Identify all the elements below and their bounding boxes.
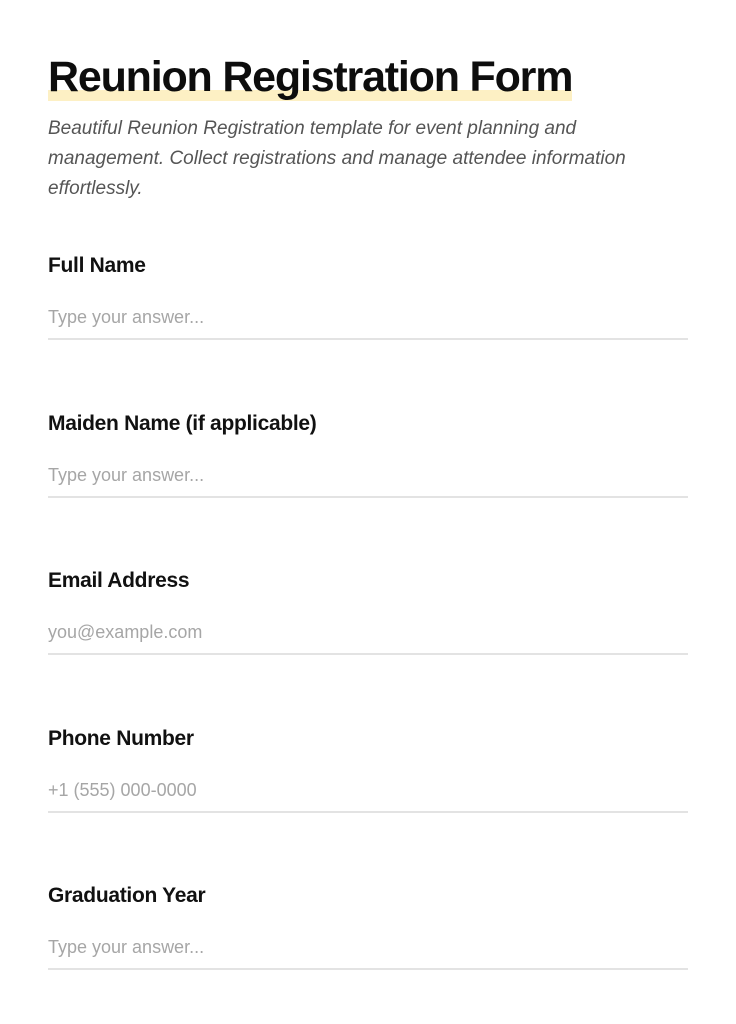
phone-number-input[interactable]: [48, 769, 688, 813]
maiden-name-label: Maiden Name (if applicable): [48, 412, 317, 435]
field-graduation-year: [48, 882, 688, 910]
email-address-input[interactable]: [48, 611, 688, 655]
field-full-name: [48, 252, 688, 280]
field-maiden-name: [48, 410, 688, 438]
email-address-label: Email Address: [48, 569, 190, 592]
full-name-label: Full Name: [48, 254, 146, 277]
form-description: Beautiful Reunion Registration template for event planning and management. Collect registrations and manage attendee information effortlessly.: [48, 118, 626, 199]
page-title: Reunion Registration Form: [48, 53, 573, 101]
maiden-name-input[interactable]: [48, 454, 688, 498]
field-email-address: [48, 567, 688, 595]
full-name-input[interactable]: [48, 296, 688, 340]
phone-number-label: Phone Number: [48, 727, 194, 750]
graduation-year-input[interactable]: [48, 926, 688, 970]
graduation-year-label: Graduation Year: [48, 884, 206, 907]
page-title-wrapper: [48, 52, 572, 102]
field-phone-number: [48, 725, 688, 753]
